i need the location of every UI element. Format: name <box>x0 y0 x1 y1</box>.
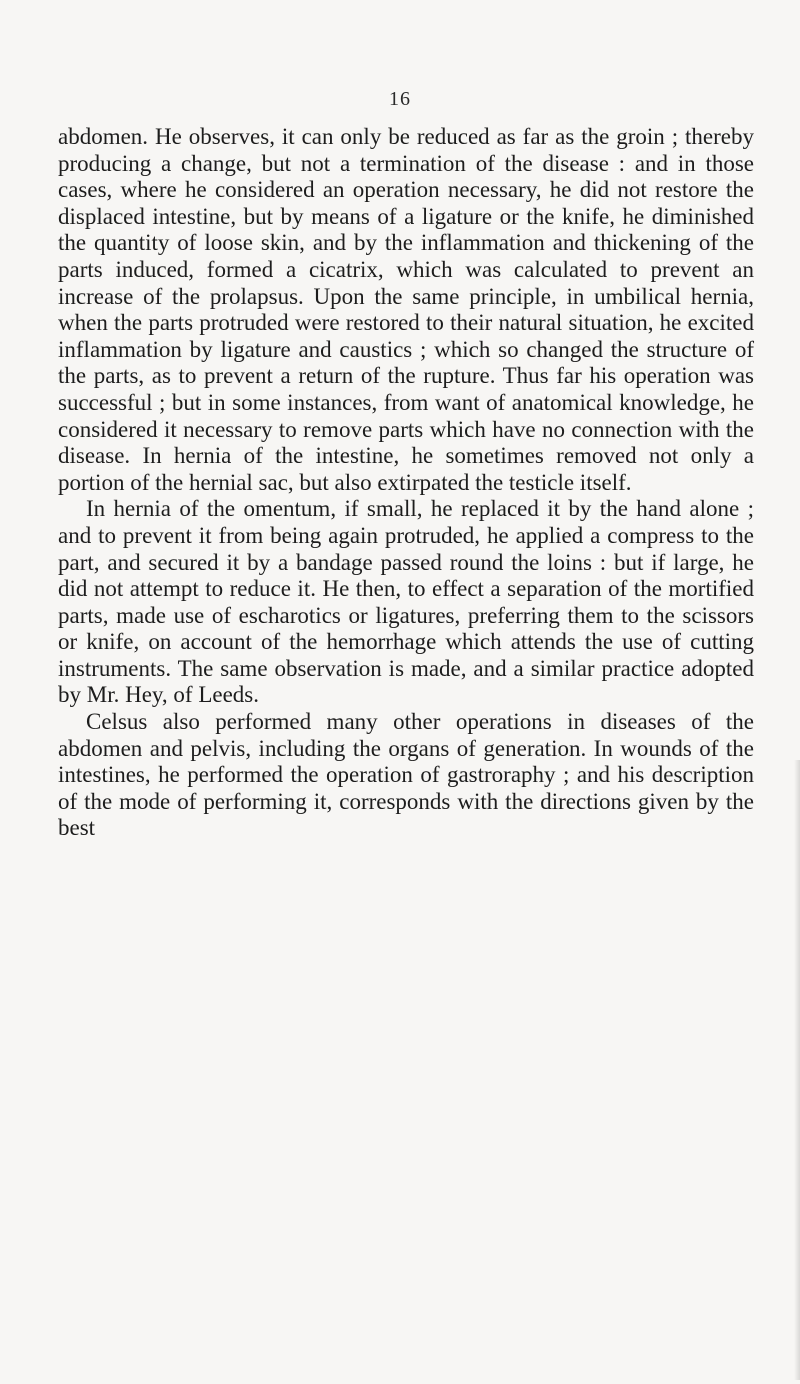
paragraph-2: In hernia of the omentum, if small, he replaced it by the hand alone ; and to prevent it from being again protruded, he applied a compress to the part, and secured it by a bandage passed round the loins : but if large, he did not attempt to reduce it. He then, to effect a separation of the mortified parts, made use of escharotics or ligatures, preferring them to the scissors or knife, on account of the hemorrhage which attends the use of cutting instruments. The same observation is made, and a similar practice adopted by Mr. Hey, of Leeds. <box>58 496 754 708</box>
page-edge-shadow <box>794 760 800 1380</box>
paragraph-1: abdomen. He observes, it can only be reduced as far as the groin ; thereby producing a change, but not a termination of the disease : and in those cases, where he considered an operation necessary, he did not restore the displaced intestine, but by means of a ligature or the knife, he diminished the quantity of loose skin, and by the inflammation and thickening of the parts induced, formed a cicatrix, which was calculated to prevent an increase of the prolapsus. Upon the same principle, in umbilical hernia, when the parts protruded were restored to their natural situation, he excited inflammation by ligature and caustics ; which so changed the structure of the parts, as to prevent a return of the rupture. Thus far his operation was successful ; but in some instances, from want of anatomical knowledge, he considered it necessary to remove parts which have no connection with the disease. In hernia of the intestine, he sometimes removed not only a portion of the hernial sac, but also extirpated the testicle itself. <box>58 124 754 495</box>
paragraph-3: Celsus also performed many other operations in diseases of the abdomen and pelvis, including the organs of generation. In wounds of the intestines, he performed the operation of gastroraphy ; and his description of the mode of performing it, corresponds with the directions given by the best <box>58 709 754 841</box>
page-number: 16 <box>389 88 411 110</box>
body-text <box>58 124 754 842</box>
